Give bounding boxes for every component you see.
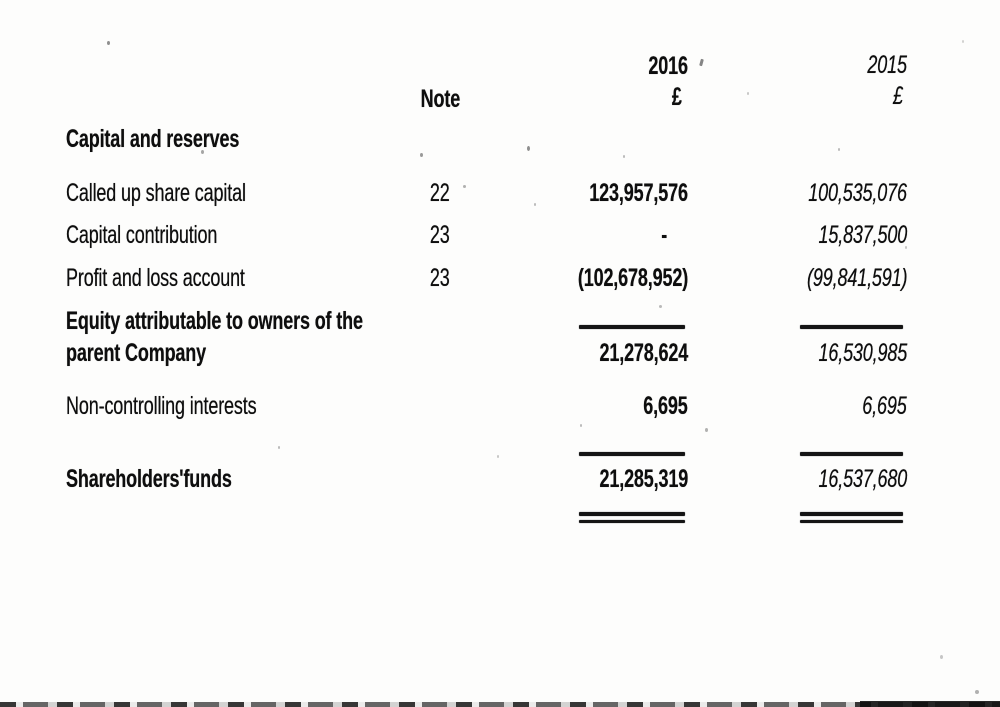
currency-header-2016 [478,84,688,112]
column-header-year-2016 [478,53,688,81]
row-note: 23 [430,264,450,292]
scan-speck [107,41,110,45]
scan-speck [838,148,840,151]
year-2015-text: 2015 [867,51,907,79]
total-rule-2016 [579,452,685,456]
total-double-rule-2016-top [579,512,685,516]
row-value-2016: - [661,221,667,249]
row-label: Capital contribution [66,221,218,249]
scan-speck [497,455,499,458]
note-header-text: Note [420,85,460,113]
scan-speck [623,155,625,158]
row-label: Called up share capital [66,179,246,207]
scan-speck [659,305,662,308]
scan-speck [278,446,280,449]
row-value-2016: (102,678,952) [577,264,688,292]
equity-label-line2: parent Company [66,339,207,367]
scan-speck [527,146,530,151]
scan-speck [975,690,979,694]
total-double-rule-2015-top [800,512,903,516]
currency-header-2015 [697,83,907,111]
row-label: Profit and loss account [66,264,245,292]
equity-value-2015: 16,530,985 [818,339,907,367]
scan-speck [905,246,907,249]
scan-speck [201,150,204,154]
row-value-2015: 100,535,076 [808,179,907,207]
scan-bottom-edge-dark [860,701,1000,707]
scan-speck [580,424,582,427]
equity-value-2016: 21,278,624 [599,339,688,367]
section-title: Capital and reserves [66,125,240,153]
scan-speck [940,655,943,659]
scan-speck [747,92,749,95]
row-value-2016: 123,957,576 [589,179,688,207]
pound-sign-2016: £ [672,83,682,111]
scan-speck [705,428,708,432]
row-label: Non-controlling interests [66,392,257,420]
total-value-2015: 16,537,680 [818,465,907,493]
equity-label-line1: Equity attributable to owners of the [66,307,363,335]
scan-speck [534,203,536,206]
scan-speck [463,185,466,188]
row-note: 22 [430,179,450,207]
subtotal-rule-2015 [800,325,903,329]
scan-speck [420,153,423,157]
total-label: Shareholders'funds [66,465,232,493]
row-value-2015: (99,841,591) [806,264,907,292]
total-double-rule-2015-bottom [800,520,903,523]
row-value-2015: 6,695 [862,392,907,420]
column-header-note [400,86,480,114]
scan-bottom-edge [0,702,1000,707]
row-value-2016: 6,695 [643,392,688,420]
year-2016-text: 2016 [648,52,688,80]
row-value-2015: 15,837,500 [818,221,907,249]
pound-sign-2015: £ [893,82,903,110]
scan-speck [962,40,964,43]
column-header-year-2015 [697,52,907,80]
total-double-rule-2016-bottom [579,520,685,523]
total-value-2016: 21,285,319 [599,465,688,493]
row-note: 23 [430,221,450,249]
total-rule-2015 [800,452,903,456]
subtotal-rule-2016 [579,325,685,329]
